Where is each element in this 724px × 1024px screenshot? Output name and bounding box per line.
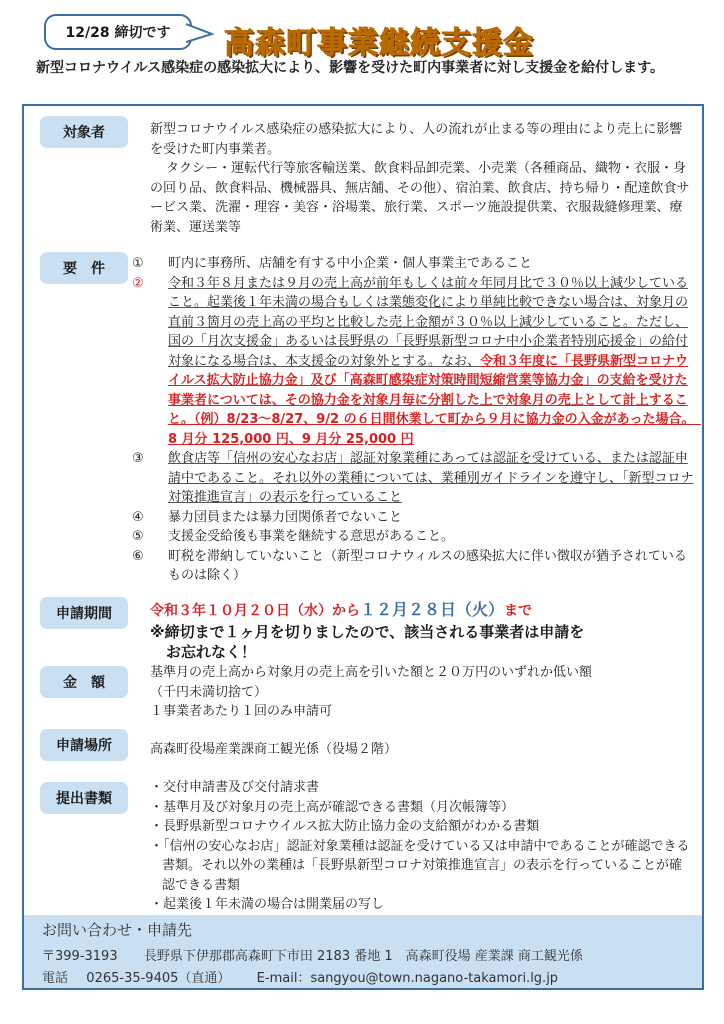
document-item: ・交付申請書及び交付請求書 <box>150 780 320 795</box>
requirement-item <box>132 547 694 586</box>
requirement-item <box>132 527 694 547</box>
label-period-text: 申請期間 <box>56 606 112 622</box>
amount-line-3: １事業者あたり１回のみ申請可 <box>150 704 333 719</box>
document-item: ・起業後１年未満の場合は開業届の写し <box>150 897 385 912</box>
label-documents-text: 提出書類 <box>56 791 112 807</box>
deadline-badge <box>44 14 192 50</box>
contact-address-line <box>42 945 583 964</box>
amount-line-1: 基準月の売上高から対象月の売上高を引いた額と２０万円のいずれか低い額 <box>150 665 593 680</box>
documents-section <box>150 778 694 915</box>
requirement-item <box>132 508 694 528</box>
requirement-number: ③ <box>132 451 144 466</box>
target-para-2: タクシー・運転代行等旅客輸送業、飲食料品卸売業、小売業（各種商品、織物・衣服・身の回り品、飲食料品、機械器具、無店舗、その他）、宿泊業、飲食店、持ち帰り・配達飲食サービス業、洗濯・理容・美容・浴場業、旅行業、スポーツ施設提供業、衣服裁縫修理業、療術業、運送業等 <box>150 161 690 235</box>
contact-email-label: E-mail： <box>256 971 311 986</box>
requirement-item <box>132 274 702 450</box>
label-documents <box>40 782 128 814</box>
requirement-text: 飲食店等「信州の安心なお店」認証対象業種にあっては認証を受けている、または認証申請中であること。それ以外の業種については、業種別ガイドラインを遵守し、「新型コロナ対策推進宣言」の表示を行っていること <box>168 451 694 505</box>
document-item: ・長野県新型コロナウイルス拡大防止協力金の支給額がわかる書類 <box>150 819 540 834</box>
contact-phone[interactable]: 0265-35-9405（直通） <box>86 971 231 986</box>
label-period <box>40 597 128 629</box>
label-target <box>40 116 128 148</box>
label-amount-text: 金 額 <box>63 675 105 691</box>
target-section <box>150 120 694 237</box>
contact-box <box>24 915 702 988</box>
requirement-text: 町内に事務所、店舗を有する中小企業・個人事業主であること <box>168 256 533 271</box>
contact-email[interactable]: sangyou@town.nagano-takamori.lg.jp <box>310 971 559 986</box>
contact-phone-label: 電話 <box>42 971 69 986</box>
intro-text: 新型コロナウイルス感染症の感染拡大により、影響を受けた町内事業者に対し支援金を給付します。 <box>36 60 665 76</box>
label-requirements <box>40 252 128 284</box>
contact-postal: 〒399-3193 <box>42 949 118 964</box>
place-text: 高森町役場産業課商工観光係（役場２階） <box>150 742 398 757</box>
document-item: ・基準月及び対象月の売上高が確認できる書類（月次帳簿等） <box>150 799 515 815</box>
requirement-text: 支援金受給後も事業を継続する意思があること。 <box>168 529 455 544</box>
requirement-number: ⑤ <box>132 529 144 544</box>
contact-title: お問い合わせ・申請先 <box>42 921 193 939</box>
requirement-text: 令和３年８月または９月の売上高が前年もしくは前々年同月比で３０％以上減少していること。起業後１年未満の場合もしくは業態変化により単純比較できない場合は、対象月の直前３箇月の売上高の平均と比較した売上金額が３０％以上減少していること。ただし、国の「月次支援金」あるいは長野県の「長野県新型コロナ中小企業者特別応援金」の給付対象になる場合は、本支援金の対象外とする。なお、 <box>168 275 689 369</box>
period-note-line-1: ※締切まで１ヶ月を切りましたので、該当される事業者は申請を <box>150 622 585 641</box>
period-section <box>150 600 694 662</box>
requirement-number: ② <box>132 275 144 291</box>
period-start: 令和３年１０月２０日（水）から <box>150 603 360 619</box>
document-item: ・「信州の安心なお店」認証対象業種は認証を受けている又は申請中であることが確認できる書類。それ以外の業種は「長野県新型コロナ対策推進宣言」の表示を行っていることが確認できる書類 <box>150 838 690 893</box>
period-end: １２月２８日（火） <box>360 600 505 619</box>
place-section <box>150 740 694 760</box>
requirement-text: 町税を滞納していないこと（新型コロナウィルスの感染拡大に伴い徴収が猶予されているものは除く） <box>168 548 687 583</box>
requirement-item <box>132 449 694 508</box>
label-place <box>40 729 128 761</box>
target-para-1: 新型コロナウイルス感染症の感染拡大により、人の流れが止まる等の理由により売上に影響を受けた町内事業者。 <box>150 122 683 157</box>
period-note-line-2: お忘れなく！ <box>166 642 257 661</box>
page-title: 高森町事業継続支援金 <box>224 26 534 61</box>
requirement-item <box>132 254 694 274</box>
amount-line-2: （千円未満切捨て） <box>150 684 268 700</box>
label-place-text: 申請場所 <box>56 738 112 754</box>
label-amount <box>40 666 128 698</box>
requirement-number: ④ <box>132 509 144 525</box>
period-dates <box>150 600 694 622</box>
contact-phone-line <box>42 967 558 986</box>
contact-address: 長野県下伊那郡高森町下市田 2183 番地 1 高森町役場 産業課 商工観光係 <box>143 949 583 964</box>
speech-bubble-tail-icon <box>186 22 214 44</box>
requirement-text-emphasis: 令和３年度に「長野県新型コロナウイルス拡大防止協力金」及び「高森町感染症対策時間短縮営業等協力金」の支給を受けた事業者については、その協力金を対象月毎に分割した上で対象月の売上として計上すること。（例）8/23～8/27、9/2 の６日間休業して町から９月に協力金の入金があった場合。 8 月分 125,000 円、9 月分 25,000 円 <box>168 353 702 447</box>
period-suffix: まで <box>504 603 533 619</box>
amount-section <box>150 663 694 722</box>
requirements-section <box>132 254 702 586</box>
label-target-text: 対象者 <box>63 125 105 141</box>
requirement-number: ⑥ <box>132 548 144 564</box>
requirement-text: 暴力団員または暴力団関係者でないこと <box>168 509 403 525</box>
label-requirements-text: 要 件 <box>63 261 105 277</box>
deadline-badge-text: 12/28 締切です <box>65 25 171 41</box>
requirement-number: ① <box>132 256 144 271</box>
